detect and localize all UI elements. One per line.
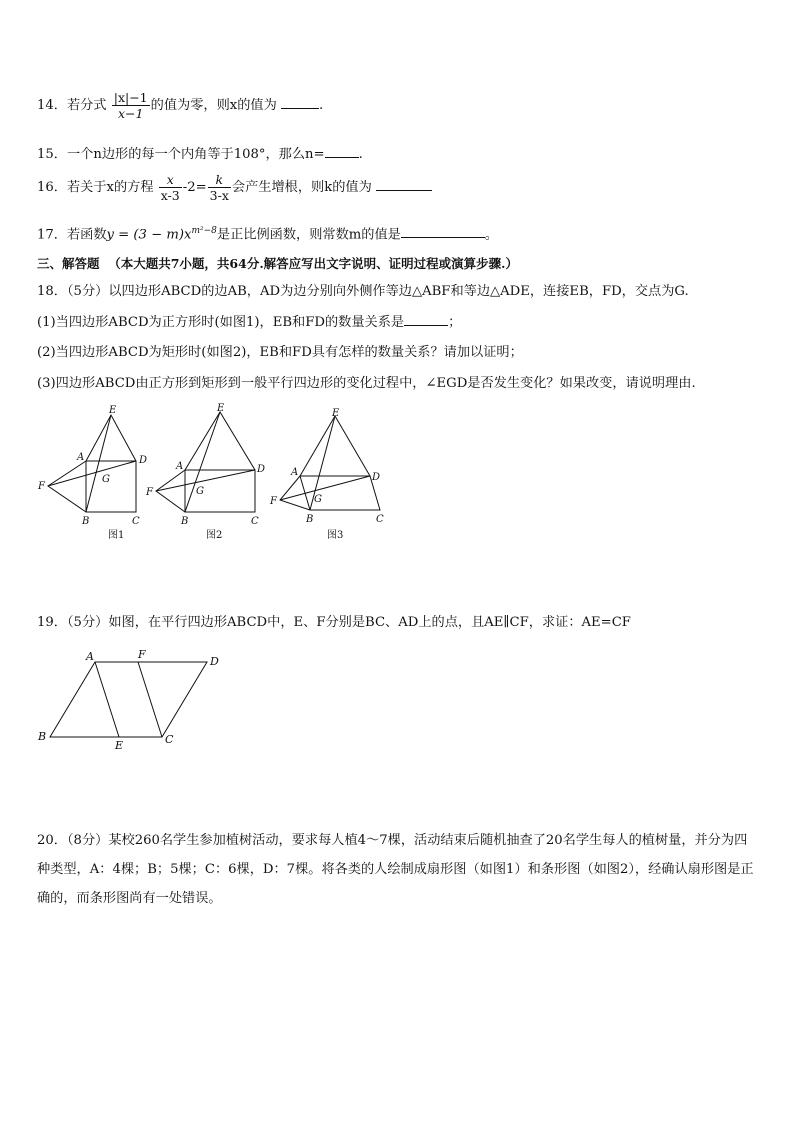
answer-blank[interactable] [325,145,359,158]
label-C: C [132,516,140,527]
label-B: B [82,516,90,527]
figure-q18 [30,400,410,545]
label-F: F [138,648,146,661]
answer-blank[interactable] [404,313,448,326]
question-18-part-3: (3)四边形ABCD由正方形到矩形到一般平行四边形的变化过程中，∠EGD是否发生变化？如果改变，请说明理由. [37,376,696,391]
question-18-stem: 18．（5分）以四边形ABCD的边AB，AD为边分别向外侧作等边△ABF和等边△ADE，连接EB，FD，交点为G. [37,284,689,299]
label-C: C [251,516,259,527]
label-E: E [109,405,117,416]
label-G: G [314,494,322,505]
question-20: 20．（8分）某校260名学生参加植树活动，要求每人植4～7棵，活动结束后随机抽查了20名学生每人的植树量，并分为四种类型，A：4棵；B；5棵；C：6棵，D：7棵。将各类的人绘制成扇形图（如图1）和条形图（如图2），经确认扇形图是正确的，而条形图尚有一处错误。 [37,833,754,906]
label-D: D [139,455,148,466]
label-A: A [86,650,94,663]
label-E: E [332,408,340,419]
label-A: A [77,452,85,463]
fraction: $\frac{x}{x-3}$ [160,172,180,203]
question-18-part-2: (2)当四边形ABCD为矩形时(如图2)，EB和FD具有怎样的数量关系？请加以证明； [37,345,523,360]
label-E: E [115,739,124,752]
question-18-part-1: (1)当四边形ABCD为正方形时(如图1)，EB和FD的数量关系是 ； [37,315,462,330]
label-C: C [165,733,174,746]
fraction: $\frac{k}{3-x}$ [209,172,229,203]
label-B: B [181,516,189,527]
label-G: G [102,474,110,485]
label-D: D [210,655,219,668]
question-16: 16．若关于x的方程 $\frac{x}{x-3}$ -2= $\frac{k}{3-x}$ 会产生增根，则k的值为 [37,172,432,203]
label-F: F [270,496,277,507]
question-15: 15．一个n边形的每一个内角等于108°，那么n= . [37,147,363,162]
label-A: A [176,461,184,472]
figure-q19 [35,645,235,757]
label-B: B [38,730,47,743]
label-D: D [257,464,266,475]
question-19: 19．（5分）如图，在平行四边形ABCD中，E、F分别是BC、AD上的点，且AE∥CF，求证：AE=CF [37,615,631,630]
question-14: 14．若分式 $\frac{|x|-1}{x-1}$ 的值为零，则x的值为 . [37,90,324,121]
section-heading: 三、解答题 （本大题共7小题，共64分.解答应写出文字说明、证明过程或演算步骤.） [37,256,519,271]
answer-blank[interactable] [281,96,319,109]
question-17: 17．若函数$y = (3 - m)x^{m^2-8}$是正比例函数，则常数m的值是 。 [37,226,499,243]
caption-fig1: 图1 [108,530,125,541]
label-F: F [38,481,45,492]
answer-blank[interactable] [401,225,485,238]
caption-fig2: 图2 [206,530,223,541]
label-G: G [196,486,204,497]
label-F: F [146,487,153,498]
label-E: E [217,403,225,414]
answer-blank[interactable] [376,178,432,191]
label-C: C [376,514,384,525]
fraction: $\frac{|x|-1}{x-1}$ [113,90,148,121]
caption-fig3: 图3 [327,530,344,541]
label-D: D [372,472,381,483]
label-B: B [306,514,314,525]
label-A: A [291,467,299,478]
